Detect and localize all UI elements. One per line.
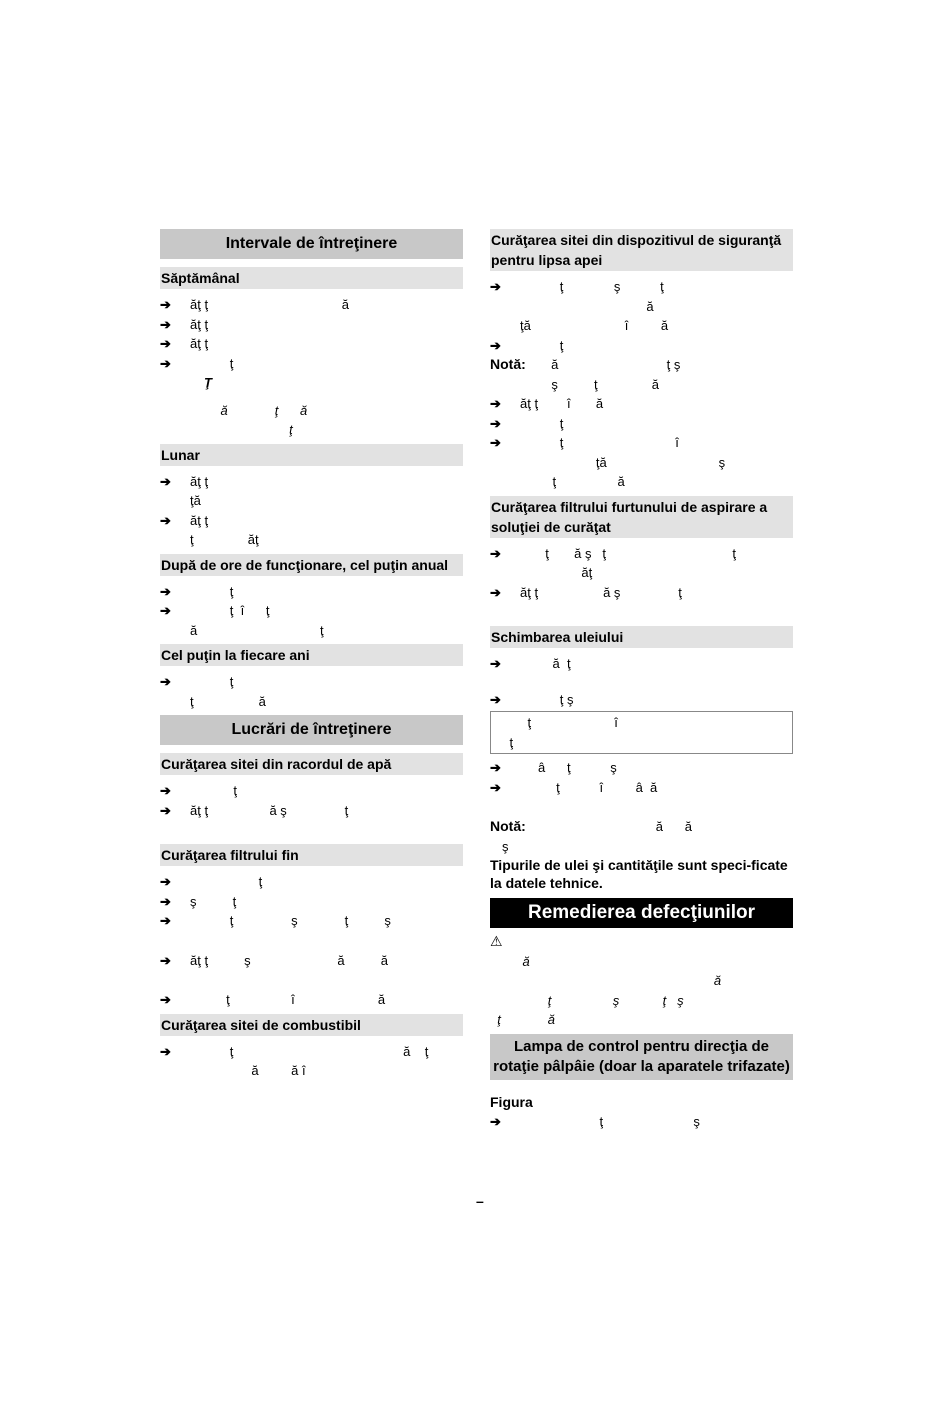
list-item: ➔ ă ţ	[490, 654, 793, 674]
arrow-icon: ➔	[490, 545, 501, 561]
oil-change-heading: Schimbarea uleiului	[490, 626, 793, 648]
note-line: ş ţ ă	[490, 376, 660, 392]
arrow-icon: ➔	[160, 297, 171, 312]
arrow-icon: ➔	[160, 473, 171, 489]
hose-filter-heading: Curăţarea filtrului furtunului de aspirare a soluţiei de curăţat	[490, 496, 793, 538]
arrow-icon: ➔	[160, 336, 171, 351]
arrow-icon: ➔	[490, 415, 501, 431]
lamp-heading: Lampa de control pentru direcţia de rotaţie pâlpâie (doar la aparatele trifazate)	[490, 1034, 793, 1080]
warning-line: ţ ă	[490, 1012, 556, 1027]
list-item: ➔ ţ ţ ă	[160, 674, 266, 709]
list-item: ➔ ţ î ţă ş ţ ă	[490, 435, 726, 489]
list-item: ➔ ăţ ţ î ă	[490, 394, 793, 414]
left-column	[160, 229, 463, 1081]
arrow-icon: ➔	[160, 913, 171, 928]
list-item: ➔ ăţ ţ ă ş ţ	[490, 583, 793, 603]
arrow-icon: ➔	[490, 760, 501, 775]
arrow-icon: ➔	[490, 396, 501, 411]
note: Notă: ă ţ ş	[490, 356, 681, 372]
fuel-sieve-heading: Curăţarea sitei de combustibil	[160, 1014, 463, 1036]
list-item: ➔ ş ţ	[160, 892, 463, 912]
list-item: ➔ ăţ ţ	[160, 315, 463, 335]
list-item: ➔ ţ Ţ	[160, 355, 234, 390]
page-number: –	[476, 1193, 484, 1209]
arrow-icon: ➔	[160, 1043, 171, 1059]
safety-sieve-heading: Curăţarea sitei din dispozitivul de siguranţă pentru lipsa apei	[490, 229, 793, 271]
list-item: ➔ ăţ ţ	[160, 334, 463, 354]
list-item: ➔ ţ ş ţ ş	[160, 911, 463, 931]
list-item: ➔ ţ	[160, 781, 463, 801]
after-hours-heading: După de ore de funcţionare, cel puţin anual	[160, 554, 463, 576]
arrow-icon: ➔	[490, 1113, 501, 1129]
note: Notă: ă ă	[490, 818, 692, 834]
arrow-icon: ➔	[490, 435, 501, 450]
arrow-icon: ➔	[160, 952, 171, 968]
warning-line: ă	[490, 973, 722, 988]
note-label: Notă:	[490, 356, 526, 372]
warning-box: ţ î ţ	[490, 711, 793, 754]
arrow-icon: ➔	[160, 874, 171, 889]
figura-label: Figura	[490, 1093, 533, 1110]
arrow-icon: ➔	[160, 512, 171, 528]
list-item: ➔ ăţ ţ ă	[160, 295, 463, 315]
list-item: ➔ ăţ ţ ţă	[160, 473, 209, 508]
warning-line: ă	[490, 953, 530, 969]
arrow-icon: ➔	[160, 603, 171, 618]
list-item: ➔ ţ ş ţ ă ţă î ă	[490, 279, 669, 333]
list-item: ➔ ţ ş	[490, 1112, 793, 1132]
list-item: ➔ ăţ ţ ş ă ă	[160, 951, 463, 971]
note-line: ş	[502, 838, 509, 854]
water-sieve-heading: Curăţarea sitei din racordul de apă	[160, 753, 463, 775]
arrow-icon: ➔	[160, 355, 171, 371]
works-heading: Lucrări de întreţinere	[160, 715, 463, 745]
arrow-icon: ➔	[160, 802, 171, 818]
arrow-icon: ➔	[160, 316, 171, 332]
weekly-note-line: ţ	[188, 422, 293, 437]
list-item: ➔ ţ	[160, 872, 463, 892]
arrow-icon: ➔	[160, 674, 171, 689]
arrow-icon: ➔	[160, 992, 171, 1007]
list-item: ➔ ţ ă ţ ă ă î	[160, 1043, 429, 1078]
arrow-icon: ➔	[160, 893, 171, 909]
arrow-icon: ➔	[160, 583, 171, 599]
intervals-heading: Intervale de întreţinere	[160, 229, 463, 259]
list-item: ➔ â ţ ş	[490, 758, 793, 778]
right-column	[490, 229, 793, 1131]
weekly-heading: Săptămânal	[160, 267, 463, 289]
arrow-icon: ➔	[490, 584, 501, 600]
oil-types-text: Tipurile de ulei şi cantităţile sunt speci-ficate la datele tehnice.	[490, 857, 788, 891]
fine-filter-heading: Curăţarea filtrului fin	[160, 844, 463, 866]
arrow-icon: ➔	[490, 337, 501, 353]
arrow-icon: ➔	[490, 779, 501, 795]
list-item: ➔ ţ ă ş ţ ţ ăţ	[490, 545, 736, 580]
arrow-icon: ➔	[490, 691, 501, 707]
arrow-icon: ➔	[490, 656, 501, 671]
list-item: ➔ ţ î ă	[160, 990, 463, 1010]
list-item: ➔ ţ	[490, 336, 793, 356]
monthly-heading: Lunar	[160, 444, 463, 466]
note-label: Notă:	[490, 818, 526, 834]
list-item: ➔ ăţ ţ ţ ăţ	[160, 512, 259, 547]
arrow-icon: ➔	[490, 279, 501, 294]
arrow-icon: ➔	[160, 783, 171, 798]
faults-heading: Remedierea defecţiunilor	[490, 898, 793, 928]
list-item: ➔ ţ ş	[490, 690, 793, 710]
weekly-note-line: ă ţ ă	[188, 402, 308, 418]
list-item: ➔ ţ	[160, 582, 463, 602]
list-item: ➔ ţ	[490, 414, 793, 434]
warning-icon: ⚠	[490, 933, 503, 949]
list-item: ➔ ţ î ţ ă ţ	[160, 603, 324, 638]
list-item: ➔ ăţ ţ ă ş ţ	[160, 801, 463, 821]
list-item: ➔ ţ î â ă	[490, 778, 793, 798]
warning-line: ţ ş ţ ş	[490, 992, 684, 1008]
every-years-heading: Cel puţin la fiecare ani	[160, 644, 463, 666]
